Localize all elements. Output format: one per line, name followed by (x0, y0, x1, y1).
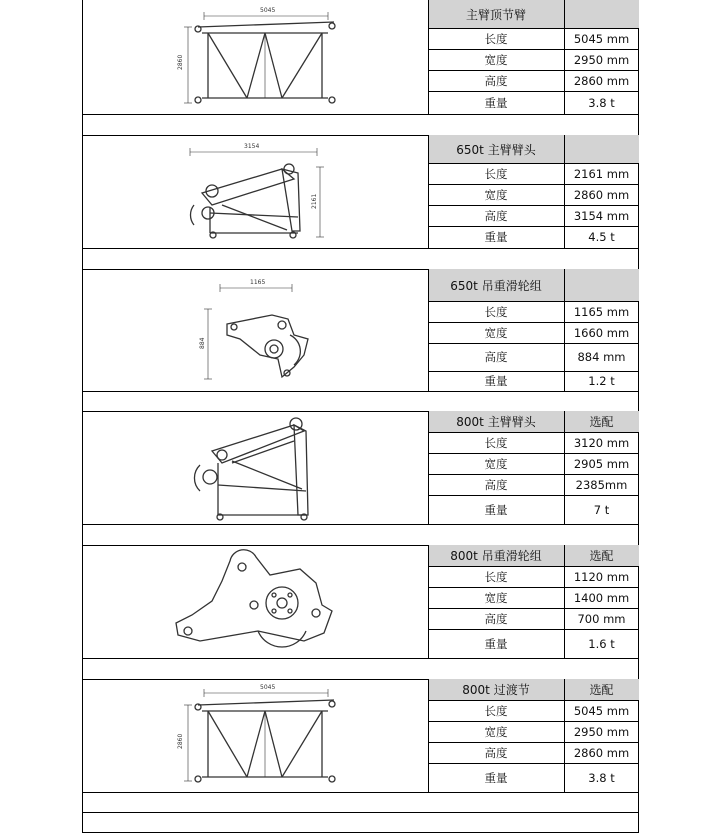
component-title: 800t 过渡节 (428, 679, 564, 700)
option-tag (564, 0, 639, 28)
dimension-label-length: 1165 (250, 279, 266, 286)
row-value: 1165 mm (573, 304, 630, 319)
row-label: 重量 (484, 502, 508, 517)
row-value: 2860 mm (573, 187, 630, 202)
option-tag (564, 135, 639, 163)
row-value: 700 mm (577, 611, 626, 626)
row-value: 1120 mm (573, 569, 630, 584)
row-label: 长度 (484, 304, 508, 319)
component-title: 800t 主臂臂头 (428, 411, 564, 432)
row-label: 重量 (484, 770, 508, 785)
dimension-label-height: 2860 (177, 733, 184, 749)
row-label: 重量 (484, 374, 508, 388)
row-label: 高度 (484, 611, 508, 626)
drawing-800t-boom-head (82, 411, 428, 524)
option-tag (564, 269, 639, 301)
row-value: 5045 mm (573, 31, 630, 46)
component-block-4 (82, 411, 639, 524)
row-label: 重量 (484, 230, 508, 244)
option-tag: 选配 (564, 679, 639, 700)
row-value: 2950 mm (573, 724, 630, 739)
row-value: 4.5 t (588, 230, 615, 244)
component-block-2 (82, 135, 639, 248)
row-value: 2385mm (575, 477, 628, 492)
row-label: 长度 (484, 569, 508, 584)
dimension-label-length: 5045 (260, 684, 276, 691)
component-block-3 (82, 269, 639, 391)
component-title: 800t 吊重滑轮组 (428, 545, 564, 566)
row-label: 高度 (484, 73, 508, 88)
component-block-5 (82, 545, 639, 658)
component-title: 主臂顶节臂 (428, 0, 564, 28)
row-value: 1.6 t (588, 636, 615, 651)
row-label: 宽度 (484, 724, 508, 739)
drawing-650t-boom-head (82, 135, 428, 248)
row-value: 3.8 t (588, 770, 615, 785)
row-label: 宽度 (484, 325, 508, 340)
row-label: 宽度 (484, 590, 508, 605)
row-label: 长度 (484, 703, 508, 718)
frame-line (82, 812, 639, 813)
dimension-label-length: 3154 (244, 143, 260, 150)
row-value: 2860 mm (573, 73, 630, 88)
row-label: 宽度 (484, 456, 508, 471)
row-value: 2860 mm (573, 745, 630, 760)
row-value: 7 t (593, 502, 610, 517)
row-value: 2905 mm (573, 456, 630, 471)
component-block-6 (82, 679, 639, 792)
dimension-label-length: 5045 (260, 7, 276, 14)
row-value: 1.2 t (588, 374, 615, 388)
row-label: 高度 (484, 745, 508, 760)
row-label: 宽度 (484, 52, 508, 67)
row-value: 3154 mm (573, 208, 630, 223)
row-value: 2950 mm (573, 52, 630, 67)
row-value: 2161 mm (573, 166, 630, 181)
drawing-boom-top-section (82, 0, 428, 114)
row-value: 3120 mm (573, 435, 630, 450)
dimension-label-height: 2161 (311, 193, 318, 209)
component-title: 650t 主臂臂头 (428, 135, 564, 163)
row-label: 高度 (484, 477, 508, 492)
option-tag: 选配 (564, 411, 639, 432)
drawing-800t-transition-section (82, 679, 428, 792)
row-value: 1660 mm (573, 325, 630, 340)
component-block-1 (82, 0, 639, 114)
row-label: 重量 (484, 636, 508, 651)
row-label: 高度 (484, 350, 508, 364)
drawing-650t-hook-block (82, 269, 428, 391)
row-value: 1400 mm (573, 590, 630, 605)
row-label: 长度 (484, 166, 508, 181)
row-label: 高度 (484, 208, 508, 223)
spec-sheet (82, 0, 639, 833)
dimension-label-height: 2860 (177, 54, 184, 70)
dimension-label-height: 884 (199, 337, 206, 349)
row-value: 3.8 t (588, 95, 615, 110)
frame-bottom (82, 832, 639, 833)
component-title: 650t 吊重滑轮组 (428, 269, 564, 301)
drawing-800t-hook-block (82, 545, 428, 658)
row-label: 长度 (484, 435, 508, 450)
row-value: 884 mm (577, 350, 626, 364)
row-label: 重量 (484, 95, 508, 110)
row-label: 宽度 (484, 187, 508, 202)
row-label: 长度 (484, 31, 508, 46)
option-tag: 选配 (564, 545, 639, 566)
row-value: 5045 mm (573, 703, 630, 718)
